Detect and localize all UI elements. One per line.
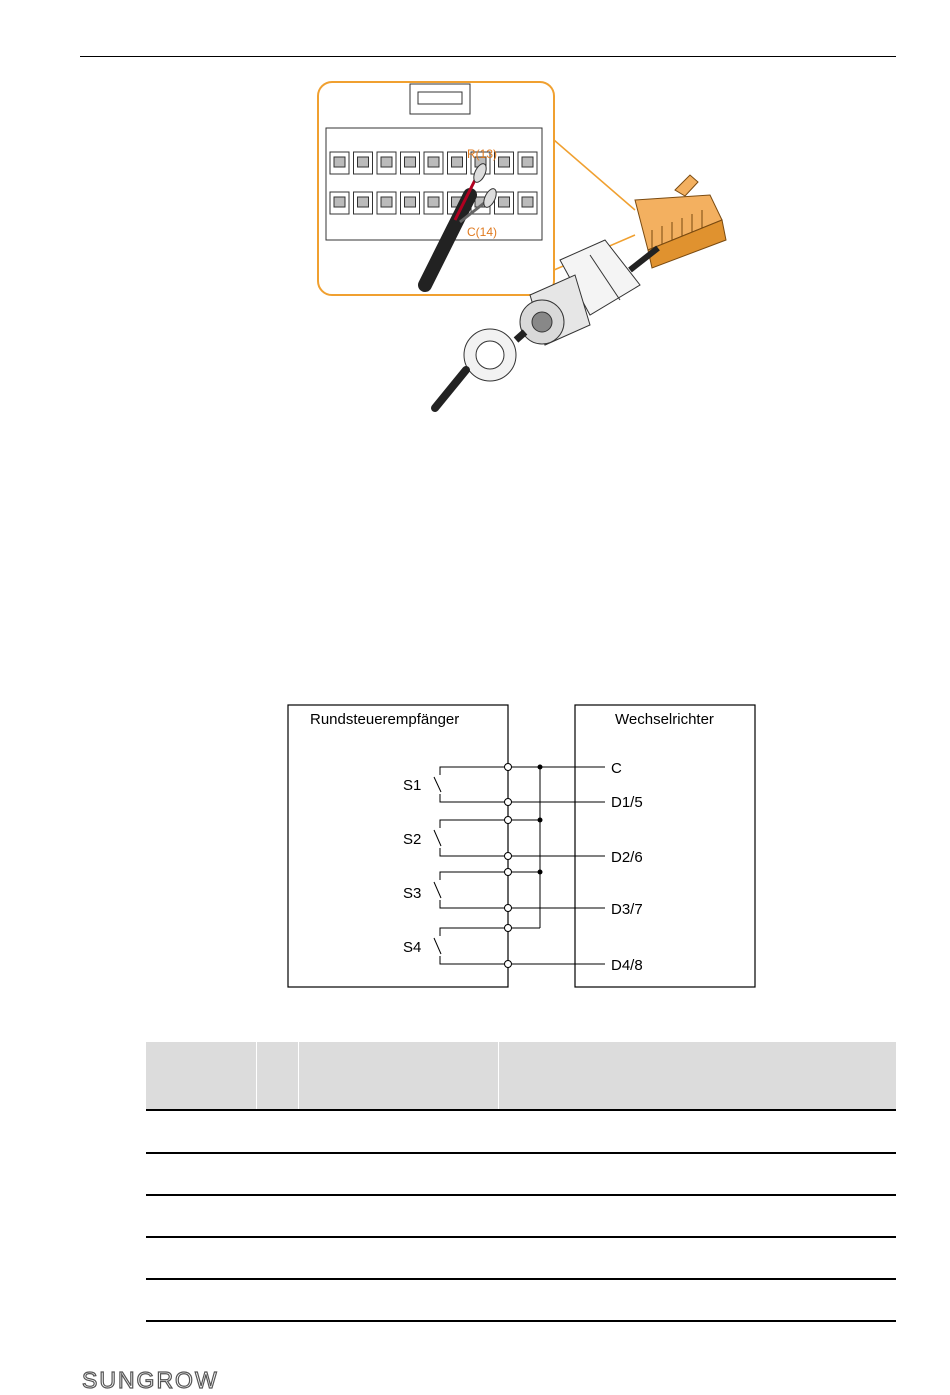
terminal-screw	[334, 197, 345, 207]
table-rule	[146, 1320, 896, 1322]
terminal-screw	[358, 197, 369, 207]
table-rule	[146, 1109, 896, 1111]
switch-label: S3	[403, 885, 422, 902]
receiver-title: Rundsteuerempfänger	[310, 711, 460, 728]
terminal-screw	[405, 157, 416, 167]
terminal-screw	[381, 157, 392, 167]
table-header	[146, 1042, 896, 1110]
cable-end	[435, 370, 466, 408]
table-rule	[146, 1194, 896, 1196]
terminal-label: D3/7	[611, 901, 643, 918]
terminal-block	[326, 128, 542, 240]
terminal-label: D4/8	[611, 957, 643, 974]
terminal-screw	[428, 197, 439, 207]
connector-illustration	[290, 70, 740, 420]
switch-label: S1	[403, 777, 422, 794]
terminal-screw	[522, 157, 533, 167]
terminal-screw	[358, 157, 369, 167]
receiver-box	[288, 705, 508, 987]
terminal-screw	[499, 197, 510, 207]
pin-r-label: R(13)	[467, 147, 498, 161]
terminal-label: C	[611, 760, 622, 777]
terminal-screw	[452, 157, 463, 167]
terminal-screw	[334, 157, 345, 167]
terminal-screw	[405, 197, 416, 207]
callout-leader	[554, 140, 635, 210]
switch-label: S4	[403, 939, 422, 956]
switch-label: S2	[403, 831, 422, 848]
terminal-screw	[428, 157, 439, 167]
terminal-screw	[381, 197, 392, 207]
table-rule	[146, 1236, 896, 1238]
terminal-screw	[522, 197, 533, 207]
wiring-schematic	[285, 700, 765, 995]
logo-text: SUNGROW	[82, 1368, 219, 1392]
inverter-box	[575, 705, 755, 987]
terminal-screw	[499, 157, 510, 167]
terminal-label: D1/5	[611, 794, 643, 811]
terminal-label: D2/6	[611, 849, 643, 866]
inverter-title: Wechselrichter	[615, 711, 714, 728]
table-rule	[146, 1152, 896, 1154]
table-rule	[146, 1278, 896, 1280]
pin-c-label: C(14)	[467, 225, 498, 239]
header-rule	[80, 56, 896, 57]
sungrow-logo	[82, 1368, 242, 1392]
